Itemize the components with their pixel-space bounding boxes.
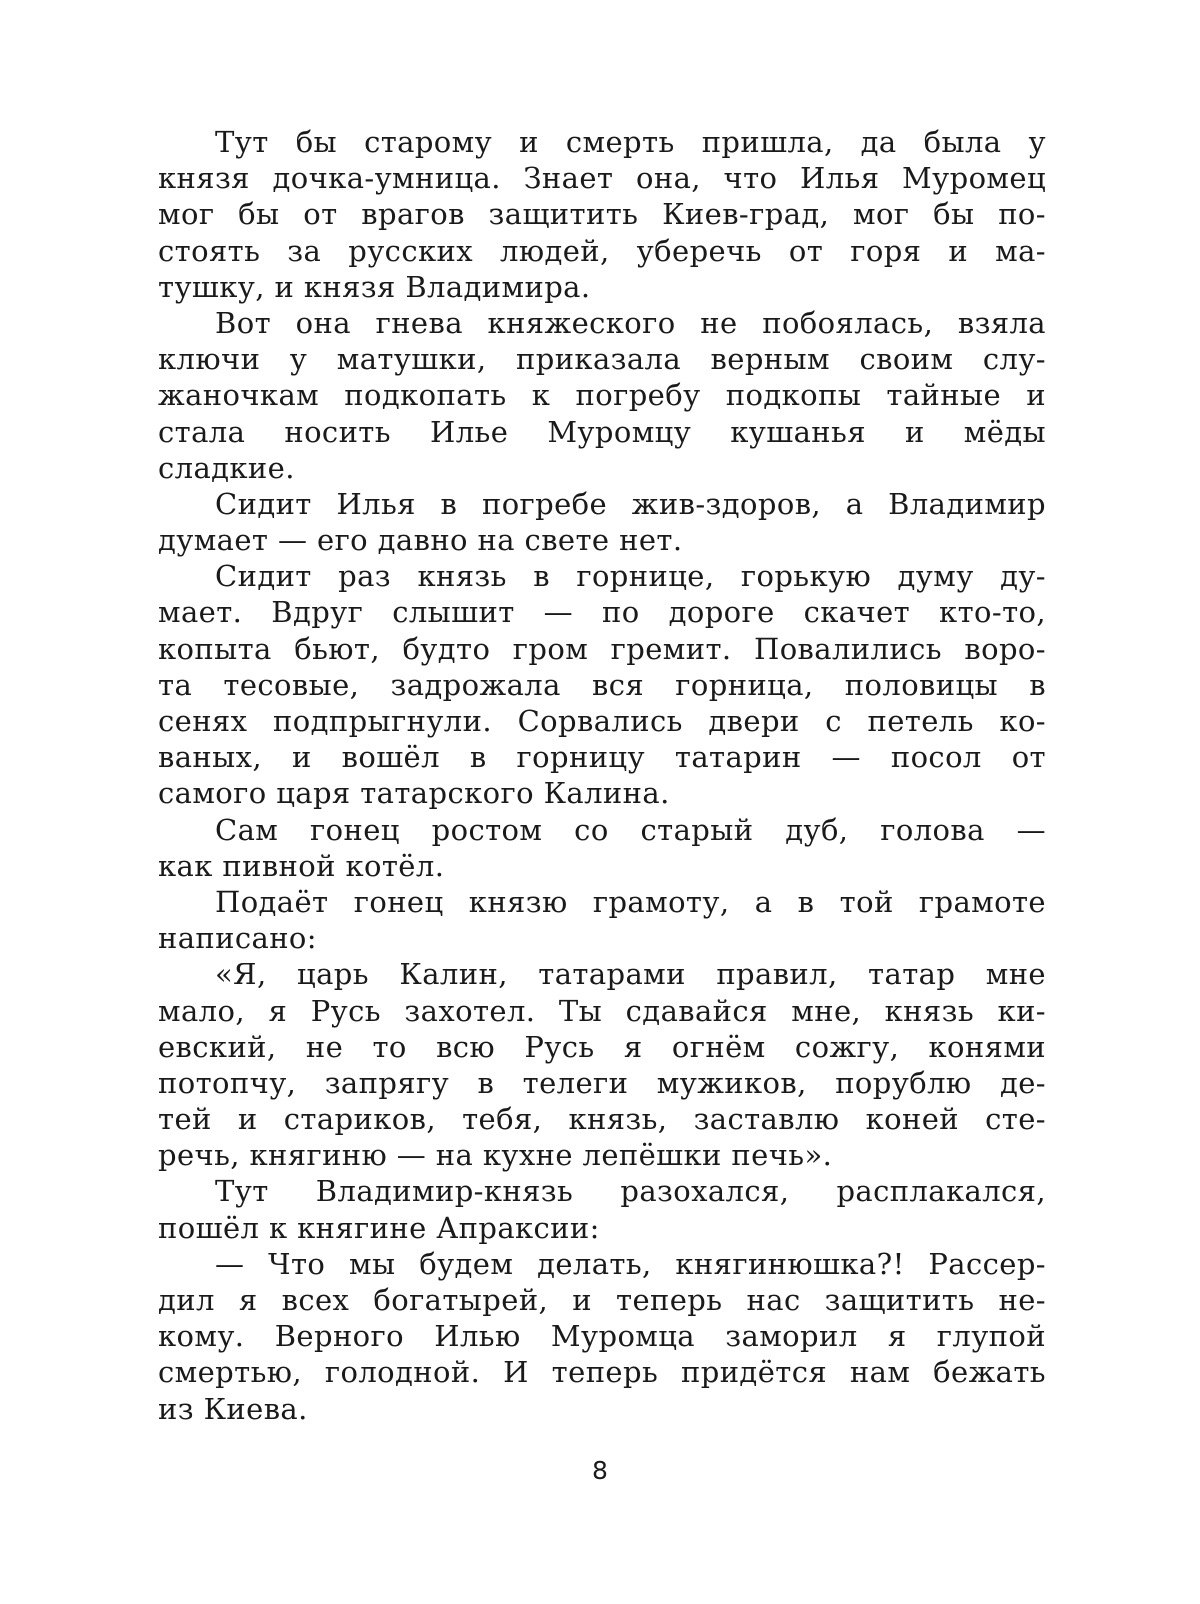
paragraph-line: «Я, царь Калин, татарами правил, татар мне	[215, 957, 1046, 992]
paragraph-line: та тесовые, задрожала вся горница, половицы в	[158, 667, 1046, 702]
paragraph-line: как пивной котёл.	[158, 848, 445, 883]
paragraph-line: кому. Верного Илью Муромца заморил я глупой	[158, 1319, 1046, 1354]
paragraph-line: Тут Владимир-князь разохался, расплакался,	[215, 1174, 1046, 1209]
paragraph-line: евский, не то всю Русь я огнём сожгу, конями	[158, 1029, 1046, 1064]
paragraph-line: Сам гонец ростом со старый дуб, голова —	[215, 812, 1046, 847]
paragraph-line: мало, я Русь захотел. Ты сдавайся мне, князь ки-	[158, 993, 1046, 1028]
paragraph-line: Тут бы старому и смерть пришла, да была у	[215, 125, 1046, 159]
paragraph-line: ключи у матушки, приказала верным своим слу-	[158, 342, 1046, 377]
paragraph-line: мает. Вдруг слышит — по дороге скачет кто-то,	[158, 595, 1046, 630]
paragraph-line: сенях подпрыгнули. Сорвались двери с петель ко-	[158, 704, 1046, 738]
paragraph-line: стала носить Илье Муромцу кушанья и мёды	[158, 414, 1046, 449]
paragraph-line: пошёл к княгине Апраксии:	[158, 1210, 600, 1245]
paragraph-line: Вот она гнева княжеского не побоялась, взяла	[215, 305, 1046, 340]
paragraph-line: князя дочка-умница. Знает она, что Илья Муромец	[158, 161, 1046, 196]
paragraph-line: тей и стариков, тебя, князь, заставлю коней сте-	[158, 1102, 1046, 1137]
paragraph-line: из Киева.	[158, 1391, 308, 1426]
paragraph-line: потопчу, запрягу в телеги мужиков, порублю де-	[158, 1065, 1046, 1100]
paragraph-line: сладкие.	[158, 450, 295, 485]
paragraph-line: мог бы от врагов защитить Киев-град, мог бы по-	[158, 197, 1046, 232]
page-number: 8	[592, 1456, 608, 1485]
paragraph-line: самого царя татарского Калина.	[158, 776, 670, 811]
paragraph-line: речь, княгиню — на кухне лепёшки печь».	[158, 1138, 833, 1173]
paragraph-line: Сидит Илья в погребе жив-здоров, а Владимир	[215, 486, 1046, 521]
paragraph-line: Подаёт гонец князю грамоту, а в той грамоте	[215, 884, 1046, 919]
paragraph-line: ваных, и вошёл в горницу татарин — посол от	[158, 740, 1046, 775]
paragraph-line: смертью, голодной. И теперь придётся нам бежать	[158, 1355, 1046, 1390]
paragraph-line: тушку, и князя Владимира.	[158, 269, 591, 304]
paragraph-line: копыта бьют, будто гром гремит. Повалились воро-	[158, 631, 1046, 666]
page-text	[158, 124, 1046, 1427]
paragraph-line: стоять за русских людей, уберечь от горя и ма-	[158, 233, 1046, 268]
paragraph-line: дил я всех богатырей, и теперь нас защитить не-	[158, 1283, 1046, 1317]
paragraph-line: написано:	[158, 921, 317, 956]
paragraph-line: жаночкам подкопать к погребу подкопы тайные и	[158, 378, 1046, 413]
paragraph-line: думает — его давно на свете нет.	[158, 523, 683, 558]
paragraph-line: — Что мы будем делать, княгинюшка?! Рассер-	[215, 1246, 1046, 1281]
paragraph-line: Сидит раз князь в горнице, горькую думу ду-	[215, 559, 1046, 594]
